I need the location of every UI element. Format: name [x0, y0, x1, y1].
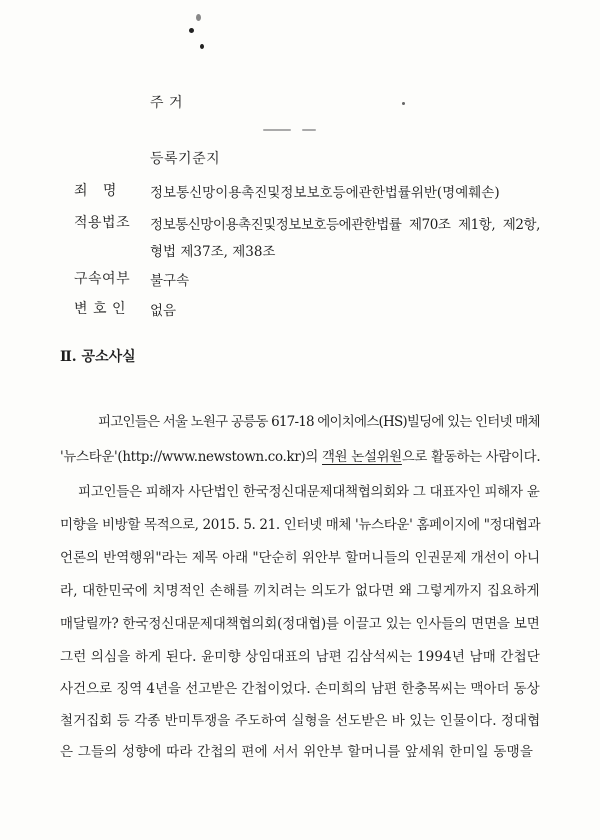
detention-value: 불구속	[150, 273, 190, 289]
scan-speck	[402, 102, 405, 105]
applied-law-label: 적용법조	[74, 215, 131, 231]
detention-label: 구속여부	[74, 271, 131, 287]
underlined-title: 객원 논설위원	[322, 449, 402, 465]
scan-speck	[189, 28, 194, 33]
paragraph-1-line-2-start: '뉴스타운'(http://www.newstown.co.kr)의	[60, 449, 323, 465]
paragraph-2-line: 피고인들은 피해자 사단법인 한국정신대문제대책협의회와 그 대표자인 피해자 윤	[78, 484, 540, 500]
scan-speck	[302, 129, 316, 131]
paragraph-2-line: 은 그들의 성향에 따라 간첩의 편에 서서 위안부 할머니를 앞세워 한미일 동맹을	[60, 744, 534, 760]
paragraph-1-line-2	[60, 445, 540, 465]
charge-value: 정보통신망이용촉진및정보보호등에관한법률위반(명예훼손)	[150, 185, 500, 201]
applied-law-value: 정보통신망이용촉진및정보보호등에관한법률 제70조 제1항, 제2항,	[150, 217, 540, 233]
paragraph-2-line: 그런 의심을 하게 된다. 윤미향 상임대표의 남편 김삼석씨는 1994년 남매 간첩단	[60, 649, 540, 665]
paragraph-1-line-1: 피고인들은 서울 노원구 공릉동 617-18 에이치에스(HS)빌딩에 있는 인터넷 매체	[98, 414, 540, 430]
scan-speck	[263, 129, 291, 131]
paragraph-2-line: 언론의 반역행위"라는 제목 아래 "단순히 위안부 할머니들의 인권문제 개선이 아니	[60, 550, 541, 566]
section-title: Ⅱ. 공소사실	[60, 349, 136, 365]
paragraph-2-line: 사건으로 징역 4년을 선고받은 간첩이었다. 손미희의 남편 한충목씨는 맥아더 동상	[60, 681, 540, 697]
defense-counsel-value: 없음	[150, 303, 177, 319]
paragraph-2-line: 미향을 비방할 목적으로, 2015. 5. 21. 인터넷 매체 '뉴스타운' 홈페이지에 "정대협과	[60, 517, 541, 533]
charge-label: 죄 명	[74, 183, 117, 199]
applied-law-value-2: 형법 제37조, 제38조	[150, 244, 276, 260]
address-label: 주 거	[150, 95, 183, 111]
paragraph-2-line: 철거집회 등 각종 반미투쟁을 주도하여 실형을 선도받은 바 있는 인물이다. 정대협	[60, 713, 541, 729]
paragraph-2-line: 라, 대한민국에 치명적인 손해를 끼치려는 의도가 없다면 왜 그렇게까지 집요하게	[60, 583, 540, 599]
paragraph-2-line: 매달릴까? 한국정신대문제대책협의회(정대협)를 이끌고 있는 인사들의 면면을 보면	[60, 616, 540, 632]
paragraph-1-line-2-end: 으로 활동하는 사람이다.	[401, 449, 541, 465]
registration-label: 등록기준지	[150, 151, 221, 167]
defense-counsel-label: 변 호 인	[74, 301, 126, 317]
scan-speck	[196, 14, 201, 21]
scan-speck	[200, 44, 204, 49]
